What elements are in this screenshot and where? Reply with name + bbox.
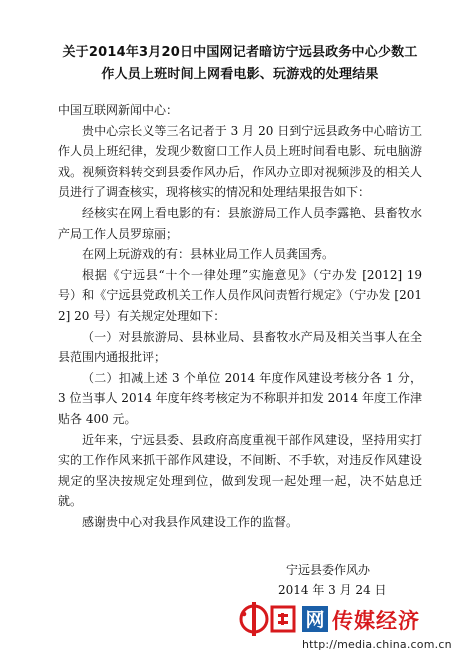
title-line-2: 作人员上班时间上网看电影、玩游戏的处理结果 (101, 67, 379, 82)
paragraph-penalty-1: （一）对县旅游局、县林业局、县畜牧水产局及相关当事人在全县范围内通报批评； (58, 329, 422, 365)
signature-org: 宁远县委作风办 (286, 563, 371, 577)
watermark-url: http://media.china.com.cn (302, 638, 452, 651)
paragraph-penalty-2: （二）扣减上述 3 个单位 2014 年度作风建设考核分各 1 分，3 位当事人 2014 年度年终考核定为不称职并扣发 2014 年度工作津贴各 400 元。 (58, 370, 422, 426)
document-body (58, 100, 422, 532)
svg-text:网: 网 (305, 609, 325, 631)
paragraph-regulations: 根据《宁远县“十个一律处理”实施意见》（宁办发 [2012] 19 号）和《宁远县党政机关工作人员作风问责暂行规定》（宁办发 [2012] 20 号）有关规定处理如下： (58, 267, 422, 323)
signature-date: 2014 年 3 月 24 日 (278, 583, 387, 597)
paragraph-intro: 贵中心宗长义等三名记者于 3 月 20 日到宁远县政务中心暗访工作人员上班纪律，发现少数窗口工作人员上班时间看电影、玩电脑游戏。视频资料转交到县委作风办后，作风办立即对视频涉及的相关人员进行了调查核实，现将核实的情况和处理结果报告如下： (58, 123, 422, 200)
document-title (58, 0, 422, 86)
paragraph-commitment: 近年来，宁远县委、县政府高度重视干部作风建设，坚持用实打实的工作作风来抓干部作风建设，不间断、不手软，对违反作风建设规定的坚决按规定处理到位，做到发现一起处理一起，决不姑息迁就。 (58, 432, 422, 509)
china-net-logo-icon (232, 600, 464, 640)
svg-text:传媒经济: 传媒经济 (332, 609, 420, 633)
paragraph-movie-findings: 经核实在网上看电影的有：县旅游局工作人员李露艳、县畜牧水产局工作人员罗琼丽； (58, 205, 422, 241)
paragraph-thanks: 感谢贵中心对我县作风建设工作的监督。 (82, 514, 299, 529)
paragraph-game-findings: 在网上玩游戏的有：县林业局工作人员龚国秀。 (82, 247, 335, 262)
title-line-1: 关于2014年3月20日中国网记者暗访宁远县政务中心少数工 (62, 45, 418, 60)
salutation: 中国互联网新闻中心： (58, 103, 179, 117)
watermark (232, 600, 464, 658)
signature-block (272, 560, 387, 600)
